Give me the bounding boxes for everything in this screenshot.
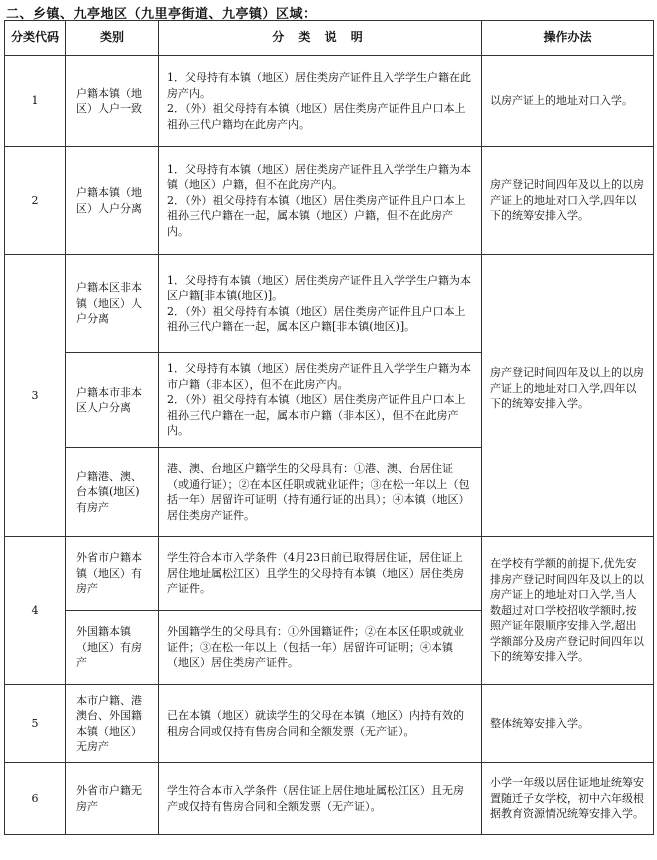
category-description — [159, 448, 482, 537]
category-name: 户籍港、澳、台本镇(地区)有房产 — [66, 448, 159, 537]
category-name: 户籍本镇（地区）人户一致 — [66, 56, 159, 147]
category-description — [159, 537, 482, 611]
category-name: 户籍本市非本区人户分离 — [66, 353, 159, 448]
category-name: 户籍本区非本镇（地区）人户分离 — [66, 255, 159, 353]
description-line: 1．父母持有本镇（地区）居住类房产证件且入学学生户籍为本区户籍[非本镇(地区)]。 — [167, 273, 471, 302]
description-line: 港、澳、台地区户籍学生的父母具有：①港、澳、台居住证（或通行证）；②在本区任职或就业证件；③在松一年以上（包括一年）居留许可证明（持有通行证的出具）；④本镇（地区）居住类房产证件。 — [167, 462, 470, 522]
category-name: 本市户籍、港澳台、外国籍本镇（地区）无房产 — [66, 685, 159, 763]
category-code: 1 — [5, 56, 66, 147]
header-description: 分 类 说 明 — [159, 21, 482, 56]
category-name: 户籍本镇（地区）人户分离 — [66, 147, 159, 255]
table-row — [5, 763, 654, 835]
table-row — [5, 147, 654, 255]
table-row — [5, 56, 654, 147]
description-line: 1．父母持有本镇（地区）居住类房产证件且入学学生户籍在此房产内。 — [167, 71, 471, 100]
category-description — [159, 353, 482, 448]
category-description — [159, 763, 482, 835]
operation-method: 房产登记时间四年及以上的以房产证上的地址对口入学,四年以下的统筹安排入学。 — [482, 255, 654, 537]
description-line: 1．父母持有本镇（地区）居住类房产证件且入学学生户籍为本市户籍（非本区），但不在此房产内。 — [167, 362, 471, 391]
enrollment-category-table — [4, 20, 654, 835]
category-description — [159, 147, 482, 255]
table-header-row — [5, 21, 654, 56]
header-operation: 操作办法 — [482, 21, 654, 56]
table-row — [5, 537, 654, 611]
category-code: 6 — [5, 763, 66, 835]
operation-method: 在学校有学额的前提下,优先安排房产登记时间四年及以上的以房产证上的地址对口入学,当人数超过对口学校招收学额时,按照产证年限顺序安排入学,超出学额部分及房产登记时间四年以下的统筹安排入学。 — [482, 537, 654, 685]
description-line: 2．（外）祖父母持有本镇（地区）居住类房产证件且户口本上祖孙三代户籍在一起，属本镇（地区）户籍，但不在此房产内。 — [167, 193, 466, 238]
description-line: 学生符合本市入学条件（4月23日前已取得居住证，居住证上居住地址属松江区）且学生的父母持有本镇（地区）居住类房产证件。 — [167, 551, 464, 596]
category-name: 外国籍本镇（地区）有房产 — [66, 611, 159, 685]
category-description — [159, 56, 482, 147]
table-row — [5, 685, 654, 763]
section-heading: 二、乡镇、九亭地区（九里亭街道、九亭镇）区域： — [6, 7, 317, 22]
operation-method: 整体统筹安排入学。 — [482, 685, 654, 763]
description-line: 2．（外）祖父母持有本镇（地区）居住类房产证件且户口本上祖孙三代户籍在一起，属本区户籍[非本镇(地区)]。 — [167, 304, 466, 333]
description-line: 2．（外）祖父母持有本镇（地区）居住类房产证件且户口本上祖孙三代户籍在一起，属本市户籍（非本区），但不在此房产内。 — [167, 393, 466, 438]
category-description — [159, 255, 482, 353]
header-category: 类别 — [66, 21, 159, 56]
operation-method: 房产登记时间四年及以上的以房产证上的地址对口入学,四年以下的统筹安排入学。 — [482, 147, 654, 255]
description-line: 1．父母持有本镇（地区）居住类房产证件且入学学生户籍为本镇（地区）户籍，但不在此房产内。 — [167, 162, 471, 192]
category-code: 5 — [5, 685, 66, 763]
category-code: 2 — [5, 147, 66, 255]
description-line: 已在本镇（地区）就读学生的父母在本镇（地区）内持有效的租房合同或仅持有售房合同和全额发票（无产证）。 — [167, 709, 464, 738]
category-name: 外省市户籍本镇（地区）有房产 — [66, 537, 159, 611]
description-line: 外国籍学生的父母具有：①外国籍证件；②在本区任职或就业证件；③在松一年以上（包括一年）居留许可证明；④本镇（地区）居住类房产证件。 — [167, 625, 464, 670]
header-code: 分类代码 — [5, 21, 66, 56]
table-row — [5, 255, 654, 353]
operation-method: 小学一年级以居住证地址统筹安置随迁子女学校，初中六年级根据教育资源情况统筹安排入学。 — [482, 763, 654, 835]
operation-method: 以房产证上的地址对口入学。 — [482, 56, 654, 147]
category-code: 4 — [5, 537, 66, 685]
category-description — [159, 685, 482, 763]
category-code: 3 — [5, 255, 66, 537]
description-line: 学生符合本市入学条件（居住证上居住地址属松江区）且无房产或仅持有售房合同和全额发票（无产证）。 — [167, 784, 464, 813]
description-line: 2．（外）祖父母持有本镇（地区）居住类房产证件且户口本上祖孙三代户籍均在此房产内。 — [167, 102, 466, 131]
category-name: 外省市户籍无房产 — [66, 763, 159, 835]
category-description — [159, 611, 482, 685]
